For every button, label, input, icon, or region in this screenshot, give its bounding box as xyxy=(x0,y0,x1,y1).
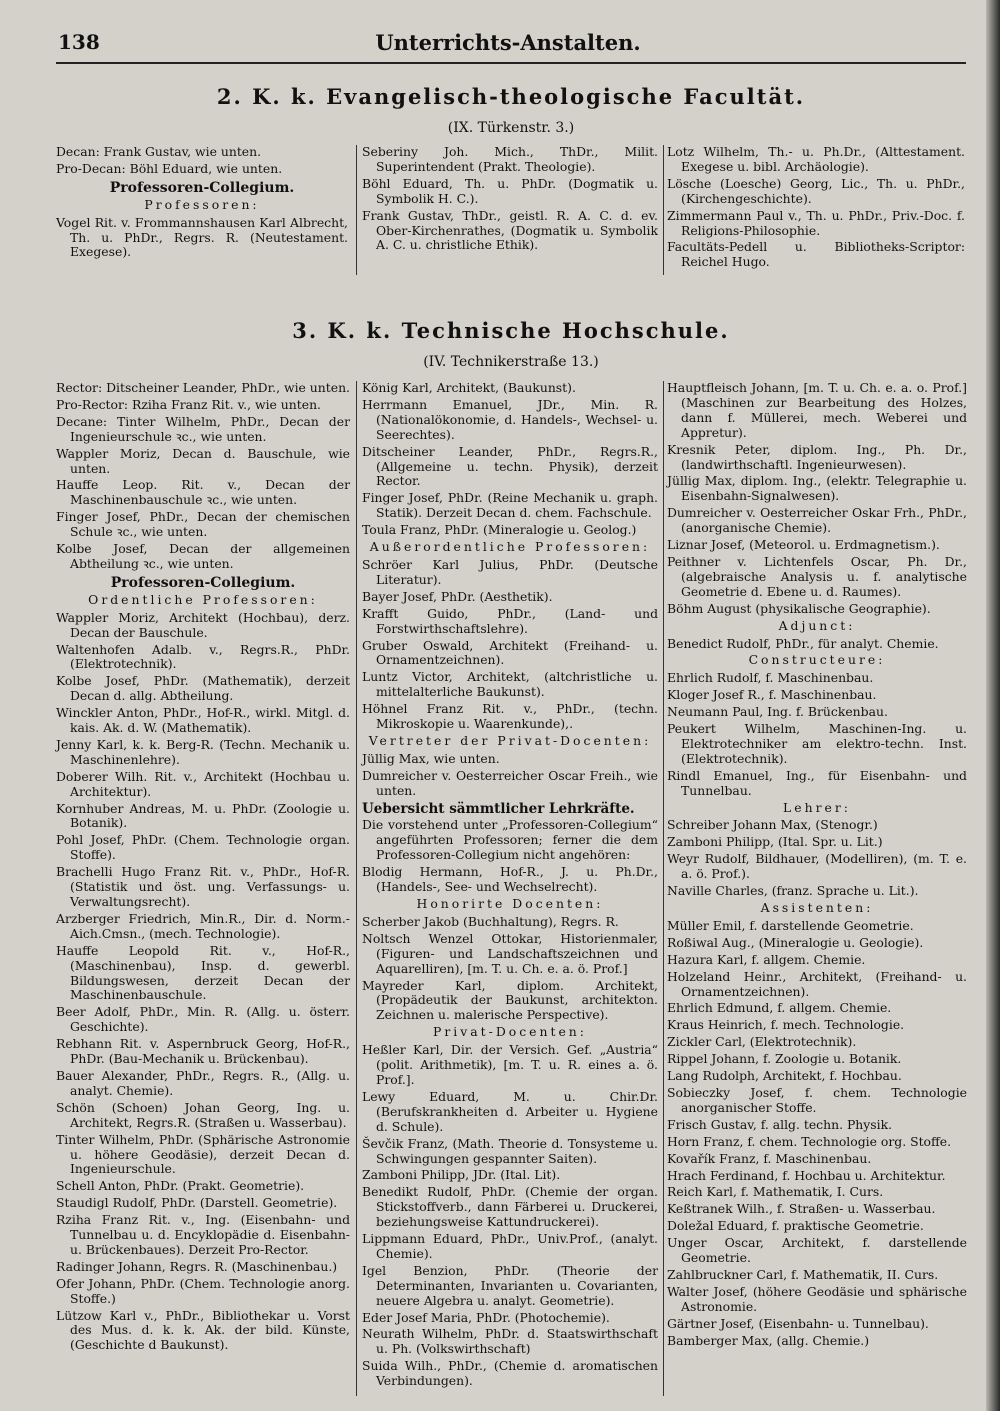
directory-entry: Suida Wilh., PhDr., (Chemie d. aromatischen Verbindungen). xyxy=(362,1358,658,1389)
directory-entry: Scherber Jakob (Buchhaltung), Regrs. R. xyxy=(362,913,619,929)
directory-entry: Wappler Moriz, Architekt (Hochbau), derz. Decan der Bauschule. xyxy=(56,609,350,640)
directory-entry: Igel Benzion, PhDr. (Theorie der Determinanten, Invarianten u. Covarianten, neuere Algebra u. analyt. Geometrie). xyxy=(362,1262,658,1308)
directory-entry: Frisch Gustav, f. allg. techn. Physik. xyxy=(667,1116,893,1132)
bold-heading: Uebersicht sämmtlicher Lehrkräfte. xyxy=(362,800,635,817)
directory-entry: Zamboni Philipp, JDr. (Ital. Lit). xyxy=(362,1167,561,1183)
directory-entry: Peukert Wilhelm, Maschinen-Ing. u. Elektrotechniker am elektro-techn. Inst. (Elektrotechnik). xyxy=(667,721,967,766)
directory-entry: Jüllig Max, diplom. Ing., (elektr. Telegraphie u. Eisenbahn-Signalwesen). xyxy=(667,473,967,504)
directory-entry: Ehrlich Rudolf, f. Maschinenbau. xyxy=(667,670,874,686)
subheading: Constructeure: xyxy=(748,652,886,668)
directory-entry: Zamboni Philipp, (Ital. Spr. u. Lit.) xyxy=(667,834,883,850)
directory-entry: Luntz Victor, Architekt, (altchristliche u. mittelalterliche Baukunst). xyxy=(362,669,658,700)
header-rule xyxy=(56,62,966,64)
directory-entry: Finger Josef, PhDr. (Reine Mechanik u. graph. Statik). Derzeit Decan d. chem. Fachschule. xyxy=(362,490,658,521)
section-2-title: 2. K. k. Evangelisch-theologische Facultät. xyxy=(216,84,806,109)
directory-entry: Neurath Wilhelm, PhDr. d. Staatswirthschaft u. Ph. (Volkswirthschaft) xyxy=(362,1326,658,1357)
directory-entry: Gruber Oswald, Architekt (Freihand- u. Ornamentzeichnen). xyxy=(362,637,658,668)
subheading: Ordentliche Professoren: xyxy=(88,591,318,607)
directory-entry: Kloger Josef R., f. Maschinenbau. xyxy=(667,687,877,703)
directory-entry: Horn Franz, f. chem. Technologie org. Stoffe. xyxy=(667,1133,952,1149)
section-2-column-2 xyxy=(362,145,658,255)
directory-entry: Naville Charles, (franz. Sprache u. Lit.). xyxy=(667,883,919,899)
page-header xyxy=(58,26,958,66)
directory-entry: Keßtranek Wilh., f. Straßen- u. Wasserbau. xyxy=(667,1201,936,1217)
directory-entry: Rector: Ditscheiner Leander, PhDr., wie unten. xyxy=(56,380,350,395)
section-3-column-1 xyxy=(56,381,350,1355)
section-3-address: (IV. Technikerstraße 13.) xyxy=(423,354,599,370)
directory-entry: Jenny Karl, k. k. Berg-R. (Techn. Mechanik u. Maschinenlehre). xyxy=(56,736,350,767)
directory-entry: Seberiny Joh. Mich., ThDr., Milit. Superintendent (Prakt. Theologie). xyxy=(362,144,658,174)
directory-entry: Lösche (Loesche) Georg, Lic., Th. u. PhDr., (Kirchengeschichte). xyxy=(667,175,965,206)
directory-entry: Krafft Guido, PhDr., (Land- und Forstwirthschaftslehre). xyxy=(362,605,658,636)
directory-entry: Waltenhofen Adalb. v., Regrs.R., PhDr. (Elektrotechnik). xyxy=(56,641,350,672)
section-2-address: (IX. Türkenstr. 3.) xyxy=(447,120,575,136)
directory-entry: Doberer Wilh. Rit. v., Architekt (Hochbau u. Architektur). xyxy=(56,768,350,799)
directory-entry: Decane: Tinter Wilhelm, PhDr., Decan der Ingenieurschule ꝛc., wie unten. xyxy=(56,413,350,444)
directory-entry: Brachelli Hugo Franz Rit. v., PhDr., Hof-R. (Statistik und öst. ung. Verfassungs- u. Verwaltungsrecht). xyxy=(56,864,350,909)
directory-entry: Wappler Moriz, Decan d. Bauschule, wie unten. xyxy=(56,445,350,476)
subheading: Lehrer: xyxy=(783,799,851,815)
section-2-column-3 xyxy=(667,145,965,272)
directory-entry: Schreiber Johann Max, (Stenogr.) xyxy=(667,817,878,833)
directory-entry: Hauptfleisch Johann, [m. T. u. Ch. e. a. o. Prof.] (Maschinen zur Bearbeitung des Holzes, dann f. Müllerei, mech. Weberei und Appretur). xyxy=(667,380,967,440)
directory-entry: Finger Josef, PhDr., Decan der chemischen Schule ꝛc., wie unten. xyxy=(56,509,350,540)
directory-entry: Höhnel Franz Rit. v., PhDr., (techn. Mikroskopie u. Waarenkunde),. xyxy=(362,701,658,732)
directory-entry: Lippmann Eduard, PhDr., Univ.Prof., (analyt. Chemie). xyxy=(362,1231,658,1261)
directory-entry: Bauer Alexander, PhDr., Regrs. R., (Allg. u. analyt. Chemie). xyxy=(56,1067,350,1098)
directory-entry: Jüllig Max, wie unten. xyxy=(362,750,500,766)
subheading: Professoren: xyxy=(144,196,260,212)
directory-entry: Schell Anton, PhDr. (Prakt. Geometrie). xyxy=(56,1178,305,1194)
directory-entry: Beer Adolf, PhDr., Min. R. (Allg. u. österr. Geschichte). xyxy=(56,1004,350,1035)
directory-entry: Hazura Karl, f. allgem. Chemie. xyxy=(667,951,866,967)
section-3-column-2 xyxy=(362,381,658,1391)
directory-entry: Dumreicher v. Oesterreicher Oskar Frh., PhDr., (anorganische Chemie). xyxy=(667,505,967,536)
directory-entry: Holzeland Heinr., Architekt, (Freihand- u. Ornamentzeichnen). xyxy=(667,968,967,999)
directory-entry: Mayreder Karl, diplom. Architekt, (Propädeutik der Baukunst, architekton. Zeichnen u. malerische Perspective). xyxy=(362,977,658,1023)
subheading: Assistenten: xyxy=(760,900,874,915)
directory-entry: Unger Oscar, Architekt, f. darstellende Geometrie. xyxy=(667,1235,967,1266)
directory-entry: Eder Josef Maria, PhDr. (Photochemie). xyxy=(362,1309,610,1325)
directory-entry: Vogel Rit. v. Frommannshausen Karl Albrecht, Th. u. PhDr., Regrs. R. (Neutestament. Exegese). xyxy=(56,214,348,260)
directory-entry: Ofer Johann, PhDr. (Chem. Technologie anorg. Stoffe.) xyxy=(56,1275,350,1306)
directory-entry: Lotz Wilhelm, Th.- u. Ph.Dr., (Alttestament. Exegese u. bibl. Archäologie). xyxy=(667,144,965,174)
directory-entry: Kraus Heinrich, f. mech. Technologie. xyxy=(667,1017,905,1033)
directory-entry: Bayer Josef, PhDr. (Aesthetik). xyxy=(362,588,553,604)
directory-entry: Roßiwal Aug., (Mineralogie u. Geologie). xyxy=(667,934,924,950)
directory-entry: Schröer Karl Julius, PhDr. (Deutsche Literatur). xyxy=(362,556,658,587)
directory-entry: Pro-Rector: Rziha Franz Rit. v., wie unten. xyxy=(56,396,321,412)
directory-entry: Böhm August (physikalische Geographie). xyxy=(667,600,931,616)
directory-entry: Radinger Johann, Regrs. R. (Maschinenbau.) xyxy=(56,1258,338,1274)
directory-entry: Kornhuber Andreas, M. u. PhDr. (Zoologie u. Botanik). xyxy=(56,800,350,831)
column-divider xyxy=(663,145,664,275)
directory-entry: Kovařík Franz, f. Maschinenbau. xyxy=(667,1150,872,1166)
directory-entry: Kolbe Josef, Decan der allgemeinen Abtheilung ꝛc., wie unten. xyxy=(56,541,350,571)
directory-entry: Rebhann Rit. v. Aspernbruck Georg, Hof-R., PhDr. (Bau-Mechanik u. Brückenbau). xyxy=(56,1036,350,1067)
subheading: Honorirte Docenten: xyxy=(416,896,604,911)
directory-entry: Zimmermann Paul v., Th. u. PhDr., Priv.-Doc. f. Religions-Philosophie. xyxy=(667,207,965,238)
directory-entry: Benedikt Rudolf, PhDr. (Chemie der organ. Stickstoffverb., dann Färberei u. Druckerei, beziehungsweise Kattundruckerei). xyxy=(362,1184,658,1230)
page-number: 138 xyxy=(58,30,100,54)
directory-entry: König Karl, Architekt, (Baukunst). xyxy=(362,380,576,395)
directory-entry: Toula Franz, PhDr. (Mineralogie u. Geolog.) xyxy=(362,522,637,538)
column-divider xyxy=(356,145,357,275)
directory-entry: Zickler Carl, (Elektrotechnik). xyxy=(667,1034,857,1050)
directory-entry: Ševčik Franz, (Math. Theorie d. Tonsysteme u. Schwingungen gespannter Saiten). xyxy=(362,1135,658,1166)
section-3-column-3 xyxy=(667,381,967,1350)
directory-entry: Rippel Johann, f. Zoologie u. Botanik. xyxy=(667,1051,902,1067)
directory-entry: Die vorstehend unter „Professoren-Collegium“ angeführten Professoren; ferner die dem Professoren-Collegium nicht angehören: xyxy=(362,817,658,863)
directory-entry: Weyr Rudolf, Bildhauer, (Modelliren), (m. T. e. a. ö. Prof.). xyxy=(667,851,967,882)
directory-entry: Reich Karl, f. Mathematik, I. Curs. xyxy=(667,1184,884,1200)
directory-entry: Peithner v. Lichtenfels Oscar, Ph. Dr., (algebraische Analysis u. f. analytische Geometrie d. Ebene u. d. Raumes). xyxy=(667,553,967,599)
directory-entry: Doležal Eduard, f. praktische Geometrie. xyxy=(667,1218,924,1234)
directory-entry: Hrach Ferdinand, f. Hochbau u. Architektur. xyxy=(667,1167,946,1183)
section-3-title: 3. K. k. Technische Hochschule. xyxy=(292,318,730,343)
directory-entry: Zahlbruckner Carl, f. Mathematik, II. Curs. xyxy=(667,1266,939,1282)
directory-entry: Winckler Anton, PhDr., Hof-R., wirkl. Mitgl. d. kais. Ak. d. W. (Mathematik). xyxy=(56,705,350,736)
directory-entry: Kresnik Peter, diplom. Ing., Ph. Dr., (landwirthschaftl. Ingenieurwesen). xyxy=(667,441,967,472)
subheading: Außerordentliche Professoren: xyxy=(369,539,651,555)
directory-entry: Heßler Karl, Dir. der Versich. Gef. „Austria“ (polit. Arithmetik), [m. T. u. R. eines a. ö. Prof.]. xyxy=(362,1042,658,1087)
running-title: Unterrichts-Anstalten. xyxy=(375,30,641,55)
directory-entry: Hauffe Leopold Rit. v., Hof-R., (Maschinenbau), Insp. d. gewerbl. Bildungswesen, derzeit Decan der Maschinenbauschule. xyxy=(56,942,350,1003)
directory-entry: Pohl Josef, PhDr. (Chem. Technologie organ. Stoffe). xyxy=(56,832,350,863)
directory-entry: Müller Emil, f. darstellende Geometrie. xyxy=(667,917,914,933)
directory-entry: Rziha Franz Rit. v., Ing. (Eisenbahn- und Tunnelbau u. d. Encyklopädie d. Eisenbahn- u. Brückenbaues). Derzeit Pro-Rector. xyxy=(56,1212,350,1257)
directory-entry: Arzberger Friedrich, Min.R., Dir. d. Norm.-Aich.Cmsn., (mech. Technologie). xyxy=(56,910,350,941)
column-divider xyxy=(356,381,357,1396)
directory-entry: Kolbe Josef, PhDr. (Mathematik), derzeit Decan d. allg. Abtheilung. xyxy=(56,673,350,704)
directory-entry: Lützow Karl v., PhDr., Bibliothekar u. Vorst des Mus. d. k. k. Ak. der bild. Künste, (Geschichte d Baukunst). xyxy=(56,1307,350,1353)
directory-entry: Böhl Eduard, Th. u. PhDr. (Dogmatik u. Symbolik H. C.). xyxy=(362,175,658,206)
directory-entry: Liznar Josef, (Meteorol. u. Erdmagnetism.). xyxy=(667,537,940,553)
directory-entry: Facultäts-Pedell u. Bibliotheks-Scriptor: Reichel Hugo. xyxy=(667,239,965,270)
section-heading: Professoren-Collegium. xyxy=(110,574,296,591)
directory-entry: Staudigl Rudolf, PhDr. (Darstell. Geometrie). xyxy=(56,1195,338,1211)
directory-entry: Noltsch Wenzel Ottokar, Historienmaler, (Figuren- und Landschaftszeichnen und Aquarelliren), [m. T. u. Ch. e. a. ö. Prof.] xyxy=(362,930,658,976)
directory-entry: Decan: Frank Gustav, wie unten. xyxy=(56,144,262,159)
directory-entry: Dumreicher v. Oesterreicher Oscar Freih., wie unten. xyxy=(362,767,658,798)
directory-entry: Sobieczky Josef, f. chem. Technologie anorganischer Stoffe. xyxy=(667,1084,967,1115)
directory-entry: Frank Gustav, ThDr., geistl. R. A. C. d. ev. Ober-Kirchenrathes, (Dogmatik u. Symbolik A. C. u. christliche Ethik). xyxy=(362,207,658,253)
subheading: Adjunct: xyxy=(778,617,856,633)
directory-entry: Benedict Rudolf, PhDr., für analyt. Chemie. xyxy=(667,635,939,651)
directory-entry: Herrmann Emanuel, JDr., Min. R. (Nationalökonomie, d. Handels-, Wechsel- u. Seerechtes). xyxy=(362,396,658,442)
directory-entry: Neumann Paul, Ing. f. Brückenbau. xyxy=(667,704,888,720)
directory-entry: Ditscheiner Leander, PhDr., Regrs.R., (Allgemeine u. techn. Physik), derzeit Rector. xyxy=(362,443,658,489)
subheading: Vertreter der Privat-Docenten: xyxy=(368,732,652,748)
directory-entry: Tinter Wilhelm, PhDr. (Sphärische Astronomie u. höhere Geodäsie), derzeit Decan d. Ingenieurschule. xyxy=(56,1131,350,1177)
directory-entry: Blodig Hermann, Hof-R., J. u. Ph.Dr., (Handels-, See- und Wechselrecht). xyxy=(362,864,658,895)
directory-entry: Bamberger Max, (allg. Chemie.) xyxy=(667,1332,870,1348)
column-divider xyxy=(663,381,664,1396)
directory-entry: Gärtner Josef, (Eisenbahn- u. Tunnelbau). xyxy=(667,1315,929,1331)
directory-entry: Lang Rudolph, Architekt, f. Hochbau. xyxy=(667,1068,902,1084)
section-2-column-1 xyxy=(56,145,348,262)
section-heading: Professoren-Collegium. xyxy=(109,179,295,196)
directory-entry: Pro-Decan: Böhl Eduard, wie unten. xyxy=(56,160,283,176)
directory-entry: Hauffe Leop. Rit. v., Decan der Maschinenbauschule ꝛc., wie unten. xyxy=(56,477,350,508)
directory-entry: Ehrlich Edmund, f. allgem. Chemie. xyxy=(667,1000,892,1016)
subheading: Privat-Docenten: xyxy=(433,1024,587,1040)
directory-entry: Rindl Emanuel, Ing., für Eisenbahn- und Tunnelbau. xyxy=(667,767,967,798)
directory-entry: Walter Josef, (höhere Geodäsie und sphärische Astronomie. xyxy=(667,1283,967,1314)
directory-entry: Schön (Schoen) Johan Georg, Ing. u. Architekt, Regrs.R. (Straßen u. Wasserbau). xyxy=(56,1099,350,1130)
directory-entry: Lewy Eduard, M. u. Chir.Dr. (Berufskrankheiten d. Arbeiter u. Hygiene d. Schule). xyxy=(362,1088,658,1134)
